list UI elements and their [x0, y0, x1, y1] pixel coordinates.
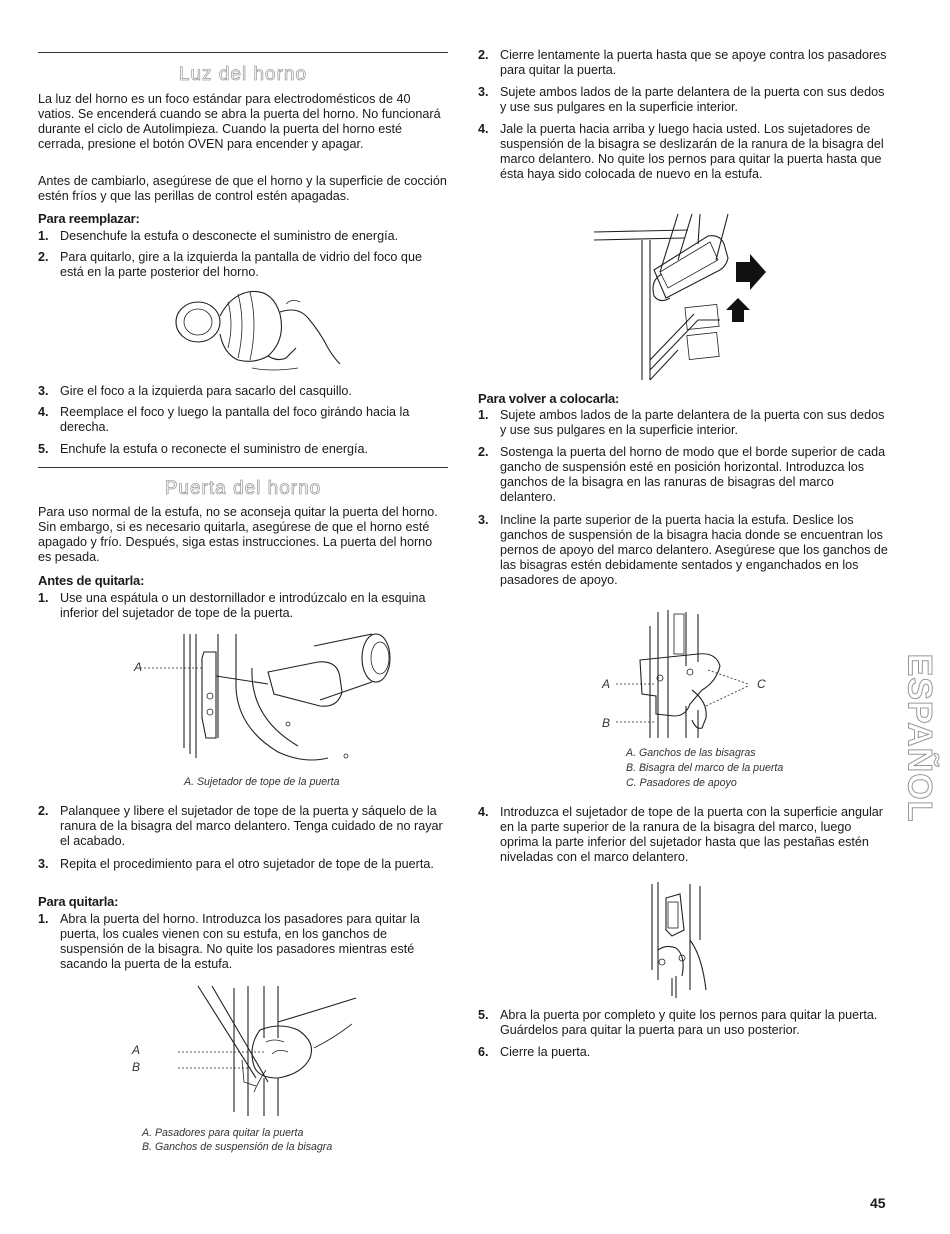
hinge-illustration	[598, 606, 798, 742]
remove-step-1: 1. Abra la puerta del horno. Introduzca los pasadores para quitar la puerta, los cuales vienen con su estufa, en los ganchos de suspensión de la bisagra. No quite los pasadores mientras esté sacando la puerta de la estufa.	[38, 912, 420, 971]
remove-step-3: 3. Sujete ambos lados de la parte delantera de la puerta con sus dedos y use sus pulgares en la superficie interior.	[478, 85, 885, 114]
fig2-label-a: A	[132, 1043, 141, 1057]
removal-pins-illustration	[138, 982, 398, 1122]
door-stop-clip-illustration	[128, 628, 408, 768]
remove-heading: Para quitarla:	[38, 894, 119, 909]
remove-step-4: 4. Jale la puerta hacia arriba y luego hacia usted. Los sujetadores de suspensión de la bisagra se deslizarán de la ranura de la bisagra del marco delantero. No quite los pernos para quitar la puerta hasta que ésta haya sido colocada de nuevo en la estufa.	[478, 122, 884, 181]
before-step-2: 2. Palanquee y libere el sujetador de tope de la puerta y sáquelo de la ranura de la bisagra del marco delantero. Tenga cuidado de no rayar el acabado.	[38, 804, 443, 848]
fig3-caption-a: A. Ganchos de las bisagras	[626, 747, 756, 759]
replace-step-6: 6. Cierre la puerta.	[478, 1045, 591, 1059]
luz-step-5: 5. Enchufe la estufa o reconecte el suministro de energía.	[38, 442, 369, 456]
before-step-3: 3. Repita el procedimiento para el otro sujetador de tope de la puerta.	[38, 857, 434, 871]
remove-step-2: 2. Cierre lentamente la puerta hasta que se apoye contra los pasadores para quitar la puerta.	[478, 48, 887, 77]
fig2-caption-a: A. Pasadores para quitar la puerta	[142, 1127, 304, 1139]
replace-door-heading: Para volver a colocarla:	[478, 391, 620, 406]
puerta-intro: Para uso normal de la estufa, no se aconseja quitar la puerta del horno. Sin embargo, si es necesario quitarla, asegúrese de que el horno esté apagado y frío. Después, siga estas instrucciones. La puerta del horno es pesada.	[38, 505, 438, 564]
luz-intro-1: La luz del horno es un foco estándar para electrodomésticos de 40 vatios. Se encenderá cuando se abra la puerta del horno. No funcionará durante el ciclo de Autolimpieza. Cuando la puerta del horno esté cerrada, presione el botón OVEN para encender y apagar.	[38, 92, 441, 151]
fig3-label-c: C	[757, 677, 766, 691]
replace-step-4: 4. Introduzca el sujetador de tope de la puerta con la superficie angular en la parte superior de la ranura de la bisagra del marco, luego oprima la parte inferior del sujetador hasta que las pestañas estén niveladas con el marco delantero.	[478, 805, 883, 864]
section-rule	[38, 52, 448, 53]
fig1-caption: A. Sujetador de tope de la puerta	[184, 776, 340, 788]
replace-step-3: 3. Incline la parte superior de la puerta hacia la estufa. Deslice los ganchos de suspensión de la bisagra hacia donde se encuentran los pernos de apoyo del marco delantero. Asegúrese que los ganchos de las bisagras estén debidamente sentados y enganchados en los pasadores de apoyo.	[478, 513, 888, 587]
fig2-caption-b: B. Ganchos de suspensión de la bisagra	[142, 1141, 333, 1153]
fig1-label-a: A	[134, 660, 143, 674]
luz-step-3: 3. Gire el foco a la izquierda para sacarlo del casquillo.	[38, 384, 352, 398]
language-side-tab: ESPAÑOL	[900, 653, 939, 823]
section-title-puerta: Puerta del horno	[164, 478, 322, 499]
before-step-1: 1. Use una espátula o un destornillador e introdúzcalo en la esquina inferior del sujetador de tope de la puerta.	[38, 591, 426, 620]
section-rule	[38, 467, 448, 468]
replace-heading: Para reemplazar:	[38, 211, 140, 226]
page-number: 45	[870, 1195, 886, 1211]
luz-step-2: 2. Para quitarlo, gire a la izquierda la pantalla de vidrio del foco que está en la parte posterior del horno.	[38, 250, 422, 279]
door-lift-illustration	[588, 210, 788, 385]
fig3-caption-c: C. Pasadores de apoyo	[626, 777, 737, 789]
fig3-caption-b: B. Bisagra del marco de la puerta	[626, 762, 784, 774]
bulb-illustration	[168, 284, 368, 374]
door-stop-insert-illustration	[646, 880, 736, 1000]
luz-step-1: 1. Desenchufe la estufa o desconecte el suministro de energía.	[38, 229, 399, 243]
fig3-label-a: A	[602, 677, 611, 691]
fig3-label-b: B	[602, 716, 611, 730]
before-heading: Antes de quitarla:	[38, 573, 145, 588]
replace-step-1: 1. Sujete ambos lados de la parte delantera de la puerta con sus dedos y use sus pulgares en la superficie interior.	[478, 408, 885, 437]
replace-step-2: 2. Sostenga la puerta del horno de modo que el borde superior de cada gancho de suspensión esté en posición horizontal. Introduzca los ganchos de la bisagra en las ranuras de bisagras del marco delantero.	[478, 445, 886, 504]
section-title-luz: Luz del horno	[178, 64, 308, 85]
luz-step-4: 4. Reemplace el foco y luego la pantalla del foco girándo hacia la derecha.	[38, 405, 410, 434]
fig2-label-b: B	[132, 1060, 141, 1074]
replace-step-5: 5. Abra la puerta por completo y quite los pernos para quitar la puerta. Guárdelos para quitar la puerta para un uso posterior.	[478, 1008, 878, 1037]
luz-intro-2: Antes de cambiarlo, asegúrese de que el horno y la superficie de cocción estén fríos y que las perillas de control estén apagadas.	[38, 174, 447, 203]
